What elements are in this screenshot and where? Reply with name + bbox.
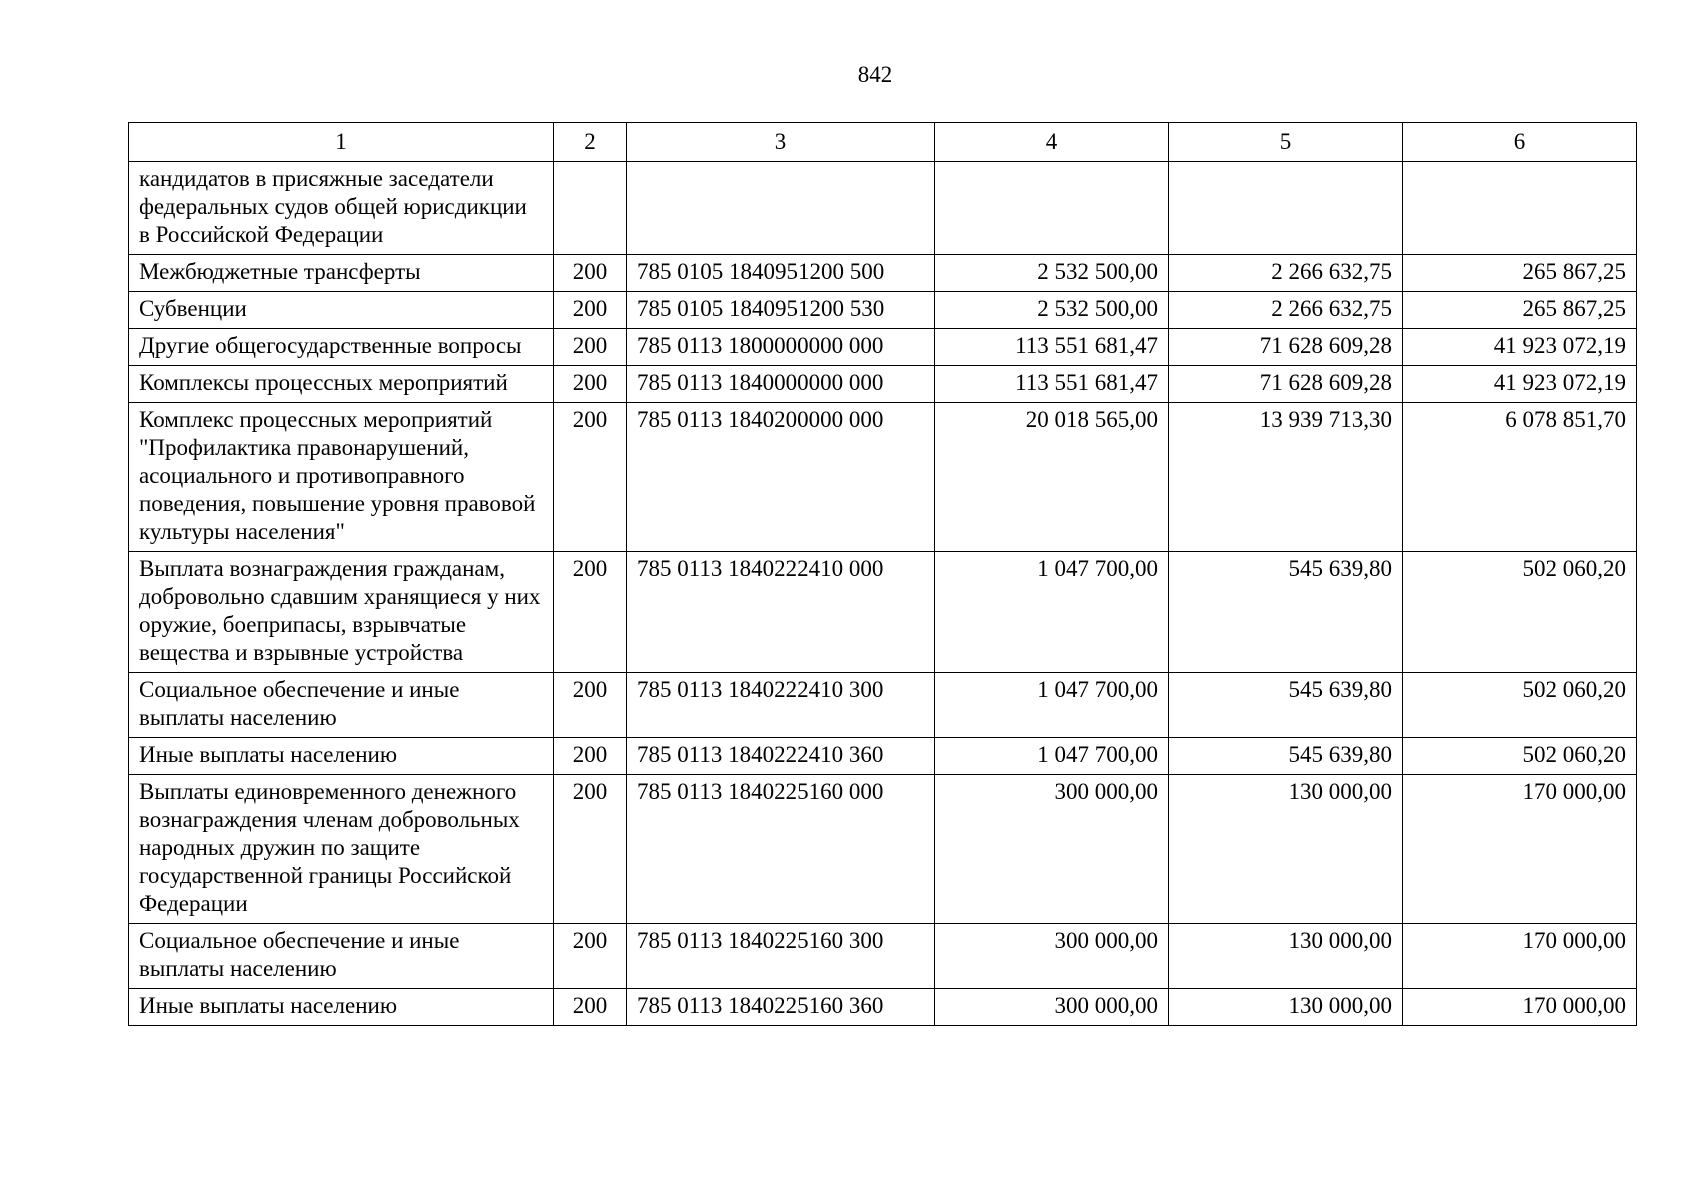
item-name-cell: Комплексы процессных мероприятий	[129, 366, 554, 403]
amount-col5-cell: 71 628 609,28	[1169, 366, 1403, 403]
budget-code-cell: 785 0113 1840222410 300	[627, 673, 935, 738]
header-cell: 2	[554, 123, 627, 162]
item-name-cell: Социальное обеспечение и иные выплаты населению	[129, 924, 554, 989]
table-row	[129, 673, 1637, 738]
amount-col5-cell: 71 628 609,28	[1169, 329, 1403, 366]
amount-col5-cell: 130 000,00	[1169, 775, 1403, 924]
table-body	[129, 162, 1637, 1026]
column-2-cell: 200	[554, 673, 627, 738]
item-name-cell: Социальное обеспечение и иные выплаты населению	[129, 673, 554, 738]
amount-col5-cell: 2 266 632,75	[1169, 292, 1403, 329]
item-name-cell: Субвенции	[129, 292, 554, 329]
budget-code-cell: 785 0113 1840000000 000	[627, 366, 935, 403]
budget-code-cell	[627, 162, 935, 255]
page-number: 842	[857, 62, 893, 87]
header-row	[129, 123, 1637, 162]
amount-col4-cell: 300 000,00	[935, 775, 1169, 924]
item-name-cell: Комплекс процессных мероприятий "Профилактика правонарушений, асоциального и противоправного поведения, повышение уровня правовой культуры населения"	[129, 403, 554, 552]
column-2-cell: 200	[554, 366, 627, 403]
amount-col6-cell: 41 923 072,19	[1403, 329, 1637, 366]
amount-col4-cell: 2 532 500,00	[935, 292, 1169, 329]
table-row	[129, 255, 1637, 292]
amount-col6-cell: 41 923 072,19	[1403, 366, 1637, 403]
column-2-cell: 200	[554, 924, 627, 989]
column-2-cell: 200	[554, 552, 627, 673]
table-row	[129, 403, 1637, 552]
amount-col5-cell: 545 639,80	[1169, 552, 1403, 673]
column-2-cell	[554, 162, 627, 255]
budget-code-cell: 785 0113 1840225160 360	[627, 989, 935, 1026]
budget-code-cell: 785 0113 1840222410 000	[627, 552, 935, 673]
amount-col5-cell: 13 939 713,30	[1169, 403, 1403, 552]
amount-col6-cell: 265 867,25	[1403, 292, 1637, 329]
column-2-cell: 200	[554, 255, 627, 292]
budget-code-cell: 785 0113 1840225160 300	[627, 924, 935, 989]
item-name-cell: Межбюджетные трансферты	[129, 255, 554, 292]
table-row	[129, 329, 1637, 366]
table-row	[129, 924, 1637, 989]
item-name-cell: кандидатов в присяжные заседатели федеральных судов общей юрисдикции в Российской Федерации	[129, 162, 554, 255]
amount-col4-cell: 1 047 700,00	[935, 673, 1169, 738]
header-cell: 3	[627, 123, 935, 162]
amount-col4-cell: 113 551 681,47	[935, 366, 1169, 403]
table-row	[129, 162, 1637, 255]
amount-col4-cell: 1 047 700,00	[935, 552, 1169, 673]
header-cell: 5	[1169, 123, 1403, 162]
header-cell: 6	[1403, 123, 1637, 162]
amount-col5-cell: 130 000,00	[1169, 989, 1403, 1026]
budget-code-cell: 785 0113 1800000000 000	[627, 329, 935, 366]
amount-col4-cell: 300 000,00	[935, 989, 1169, 1026]
amount-col6-cell: 6 078 851,70	[1403, 403, 1637, 552]
amount-col5-cell: 545 639,80	[1169, 673, 1403, 738]
table-row	[129, 292, 1637, 329]
amount-col6-cell: 265 867,25	[1403, 255, 1637, 292]
column-2-cell: 200	[554, 738, 627, 775]
amount-col5-cell	[1169, 162, 1403, 255]
item-name-cell: Иные выплаты населению	[129, 738, 554, 775]
budget-code-cell: 785 0113 1840200000 000	[627, 403, 935, 552]
amount-col6-cell: 170 000,00	[1403, 924, 1637, 989]
table-row	[129, 738, 1637, 775]
header-cell: 1	[129, 123, 554, 162]
column-2-cell: 200	[554, 775, 627, 924]
item-name-cell: Иные выплаты населению	[129, 989, 554, 1026]
table-row	[129, 366, 1637, 403]
column-2-cell: 200	[554, 989, 627, 1026]
amount-col5-cell: 130 000,00	[1169, 924, 1403, 989]
amount-col6-cell: 170 000,00	[1403, 989, 1637, 1026]
budget-code-cell: 785 0113 1840222410 360	[627, 738, 935, 775]
amount-col5-cell: 545 639,80	[1169, 738, 1403, 775]
item-name-cell: Выплаты единовременного денежного вознаграждения членам добровольных народных дружин по защите государственной границы Российской Федерации	[129, 775, 554, 924]
amount-col6-cell: 170 000,00	[1403, 775, 1637, 924]
amount-col6-cell: 502 060,20	[1403, 673, 1637, 738]
budget-code-cell: 785 0105 1840951200 500	[627, 255, 935, 292]
amount-col4-cell: 300 000,00	[935, 924, 1169, 989]
item-name-cell: Другие общегосударственные вопросы	[129, 329, 554, 366]
amount-col4-cell: 113 551 681,47	[935, 329, 1169, 366]
table-row	[129, 552, 1637, 673]
column-2-cell: 200	[554, 329, 627, 366]
amount-col4-cell: 2 532 500,00	[935, 255, 1169, 292]
amount-col6-cell	[1403, 162, 1637, 255]
item-name-cell: Выплата вознаграждения гражданам, добровольно сдавшим хранящиеся у них оружие, боеприпасы, взрывчатые вещества и взрывные устройства	[129, 552, 554, 673]
budget-code-cell: 785 0105 1840951200 530	[627, 292, 935, 329]
column-2-cell: 200	[554, 403, 627, 552]
amount-col4-cell: 20 018 565,00	[935, 403, 1169, 552]
table-row	[129, 989, 1637, 1026]
header-cell: 4	[935, 123, 1169, 162]
budget-table	[128, 122, 1637, 1026]
amount-col4-cell	[935, 162, 1169, 255]
amount-col6-cell: 502 060,20	[1403, 552, 1637, 673]
amount-col6-cell: 502 060,20	[1403, 738, 1637, 775]
table-row	[129, 775, 1637, 924]
budget-code-cell: 785 0113 1840225160 000	[627, 775, 935, 924]
column-2-cell: 200	[554, 292, 627, 329]
amount-col5-cell: 2 266 632,75	[1169, 255, 1403, 292]
amount-col4-cell: 1 047 700,00	[935, 738, 1169, 775]
